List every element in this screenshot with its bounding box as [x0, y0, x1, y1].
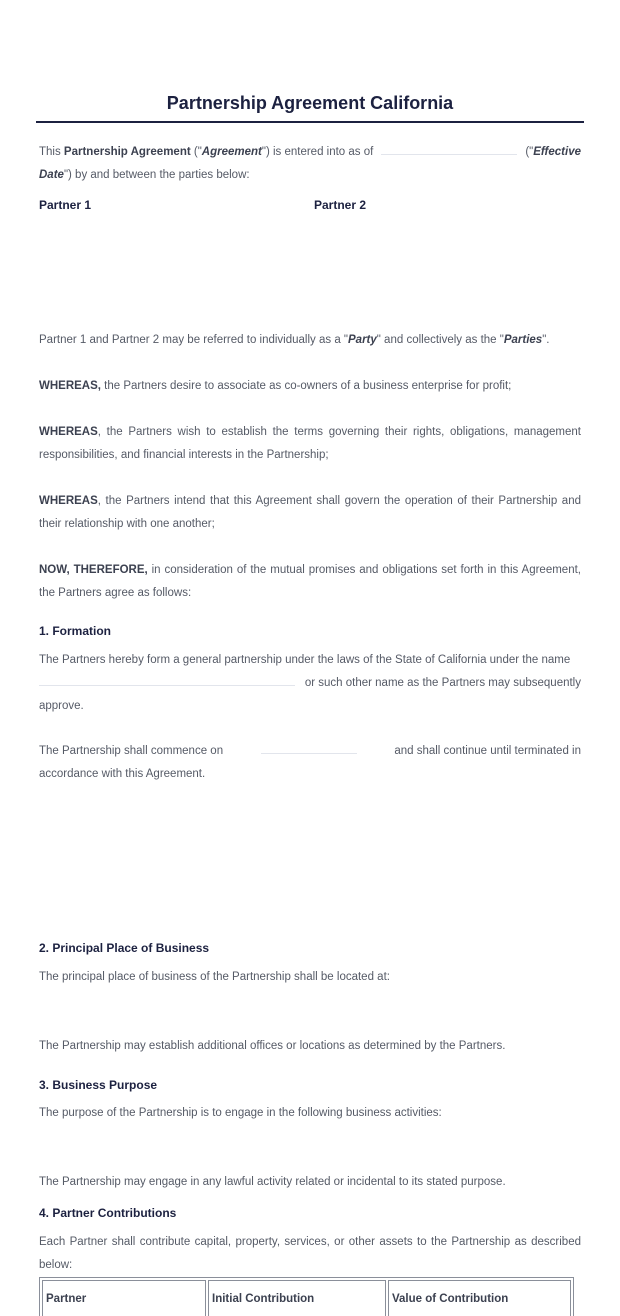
- partner1-label: Partner 1: [39, 198, 92, 212]
- document-title: Partnership Agreement California: [166, 93, 454, 113]
- now-therefore-clause: NOW, THEREFORE, in consideration of the mutual promises and obligations set forth in this Agreement, the Partners agree as follows:: [39, 564, 581, 599]
- column-header-partner: Partner: [42, 1280, 206, 1316]
- date-label: Date: [39, 169, 64, 181]
- formation-paragraph: [39, 649, 581, 718]
- partnership-name-field[interactable]: [39, 676, 295, 686]
- formation-line-3: approve.: [39, 700, 84, 712]
- commencement-paragraph: [39, 740, 581, 786]
- lawful-activity-text: The Partnership may engage in any lawful activity related or incidental to its stated purpose.: [39, 1176, 506, 1188]
- whereas-clause-2: WHEREAS, the Partners wish to establish the terms governing their rights, obligations, management responsibilities, and financial interests in the Partnership;: [39, 426, 581, 461]
- formation-line-1: The Partners hereby form a general partnership under the laws of the State of California under the name: [39, 654, 571, 666]
- formation-line-2: or such other name as the Partners may subsequently: [304, 677, 581, 689]
- effective-date-field[interactable]: [381, 145, 517, 155]
- commence-text-a: The Partnership shall commence on: [39, 745, 224, 757]
- additional-offices-text: The Partnership may establish additional offices or locations as determined by the Partners.: [39, 1040, 506, 1052]
- section-4-heading: 4. Partner Contributions: [39, 1206, 177, 1220]
- section-1-heading: 1. Formation: [39, 624, 112, 638]
- section-3-heading: 3. Business Purpose: [39, 1078, 158, 1092]
- section-2-heading: 2. Principal Place of Business: [39, 941, 210, 955]
- business-purpose-text: The purpose of the Partnership is to engage in the following business activities:: [39, 1107, 442, 1119]
- column-header-value-of-contribution: Value of Contribution: [388, 1280, 571, 1316]
- contributions-table: [39, 1277, 574, 1316]
- contributions-text: Each Partner shall contribute capital, property, services, or other assets to the Partnership as described below:: [39, 1236, 581, 1271]
- party-definition: Partner 1 and Partner 2 may be referred to individually as a "Party" and collectively as the "Parties".: [39, 334, 550, 346]
- intro-tail: ") by and between the parties below:: [63, 169, 250, 181]
- intro-paragraph: [39, 141, 581, 187]
- whereas-clause-3: WHEREAS, the Partners intend that this Agreement shall govern the operation of their Partnership and their relationship with one another;: [39, 495, 581, 530]
- title-divider: [36, 121, 584, 123]
- column-header-initial-contribution: Initial Contribution: [208, 1280, 386, 1316]
- whereas-clause-1: WHEREAS, the Partners desire to associate as co-owners of a business enterprise for profit;: [39, 380, 512, 392]
- commence-text-b: and shall continue until terminated in: [394, 745, 581, 757]
- table-header-row: [42, 1280, 571, 1316]
- intro-text: This Partnership Agreement ("Agreement") is entered into as of: [39, 146, 374, 158]
- principal-place-text: The principal place of business of the Partnership shall be located at:: [39, 971, 390, 983]
- partner2-label: Partner 2: [314, 198, 367, 212]
- commence-text-c: accordance with this Agreement.: [39, 768, 206, 780]
- effective-label: ("Effective: [525, 146, 581, 158]
- agreement-name: Partnership Agreement: [63, 146, 191, 158]
- commencement-date-field[interactable]: [261, 744, 357, 754]
